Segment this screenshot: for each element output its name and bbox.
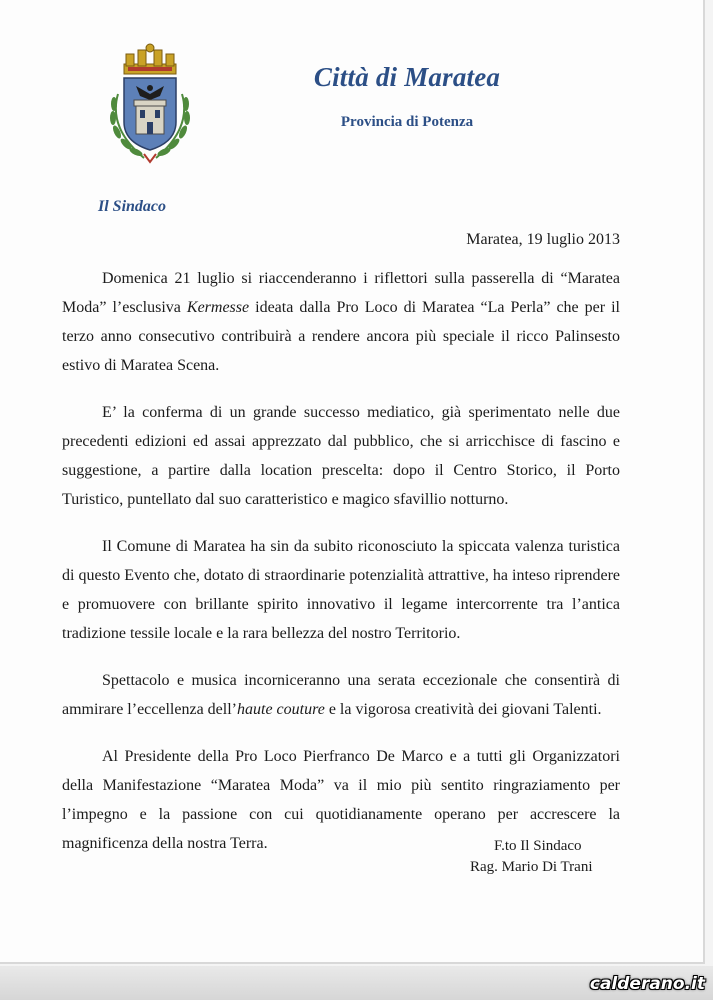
text-run: E’ la conferma di un grande successo mediatico, già sperimentato nelle due precedenti edizioni ed assai apprezzato dal pubblico, che si arricchisce di fascino e suggestione, a partire dalla location prescelta: dopo il Centro Storico, il Porto Turistico, puntellato dal suo caratteristico e magico sfavillio notturno. [62, 404, 620, 508]
text-run: Il Comune di Maratea ha sin da subito riconosciuto la spiccata valenza turistica di questo Evento che, dotato di straordinarie potenzialità attrattive, ha inteso riprendere e promuovere con brillante spirito innovativo il legame intercorrente tra l’antica tradizione tessile locale e la rara bellezza del nostro Territorio. [62, 538, 620, 642]
letter-body [62, 264, 620, 876]
text-run: Spettacolo e musica incorniceranno una serata eccezionale che consentirà di ammirare l’eccellenza dell’ [62, 672, 620, 718]
paragraph [62, 398, 620, 514]
italic-text: haute couture [237, 701, 325, 718]
text-run: Al Presidente della Pro Loco Pierfranco De Marco e a tutti gli Organizzatori della Manifestazione “Maratea Moda” va il mio più sentito ringraziamento per l’impegno e la passione con cui quotidianamente operano per accrescere la magnificenza della nostra Terra. [62, 748, 620, 852]
letter-date: Maratea, 19 luglio 2013 [466, 231, 620, 248]
signature-name: Rag. Mario Di Trani [470, 859, 593, 875]
paragraph [62, 264, 620, 380]
coat-of-arms-icon [104, 42, 196, 166]
crown-icon [124, 44, 176, 74]
city-title: Città di Maratea [313, 62, 501, 92]
paragraph [62, 666, 620, 724]
site-watermark: calderano.it [589, 974, 705, 994]
tower-icon [134, 100, 166, 134]
signature-title: F.to Il Sindaco [494, 838, 582, 854]
text-run: Domenica 21 luglio si riaccenderanno i riflettori sulla passerella di “Maratea Moda” l’esclusiva [62, 270, 620, 316]
italic-text: Kermesse [186, 299, 250, 316]
signature-block [470, 836, 630, 878]
text-run: ideata dalla Pro Loco di Maratea “La Perla” che per il terzo anno consecutivo contribuirà a rendere ancora più speciale il ricco Palinsesto estivo di Maratea Scena. [62, 299, 620, 374]
text-run: e la vigorosa creatività dei giovani Talenti. [324, 701, 602, 718]
office-title: Il Sindaco [98, 198, 167, 215]
paragraph [62, 532, 620, 648]
province-subtitle: Provincia di Potenza [340, 114, 474, 130]
